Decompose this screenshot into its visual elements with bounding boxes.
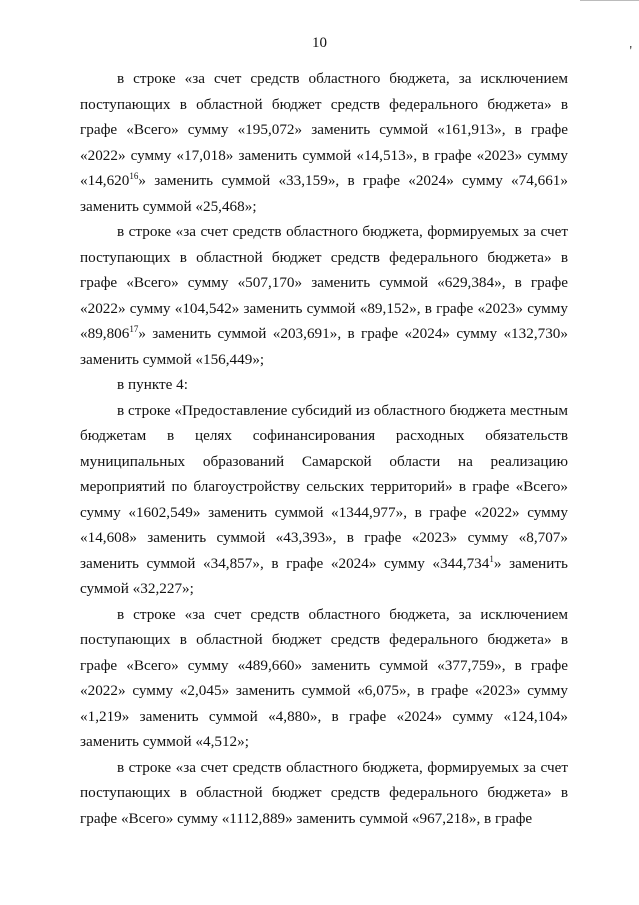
amendment-paragraph <box>80 398 568 602</box>
amendment-paragraph <box>80 602 568 755</box>
amendment-paragraph <box>80 219 568 372</box>
amendment-paragraph <box>80 66 568 219</box>
paragraph-text: в пункте 4: <box>117 376 188 393</box>
paragraph-text: » заменить суммой «203,691», в графе «2024» сумму «132,730» заменить суммой «156,449»; <box>80 325 568 368</box>
document-body <box>80 66 568 831</box>
footnote-reference: 16 <box>129 171 139 181</box>
paragraph-text: » заменить суммой «33,159», в графе «2024» сумму «74,661» заменить суммой «25,468»; <box>80 172 568 215</box>
scan-corner-mark: ' <box>629 44 632 59</box>
paragraph-text: в строке «за счет средств областного бюджета, формируемых за счет поступающих в областной бюджет средств федерального бюджета» в графе «Всего» сумму «1112,889» заменить суммой «967,218», в графе <box>80 758 568 827</box>
paragraph-text: » заменить суммой «32,227»; <box>80 554 568 597</box>
amendment-paragraph <box>80 372 568 398</box>
paragraph-text: в строке «за счет средств областного бюджета, за исключением поступающих в областной бюджет средств федерального бюджета» в графе «Всего» сумму «195,072» заменить суммой «161,913», в графе «2022» сумму «17,018» заменить суммой «14,513», в графе «2023» сумму «14,620 <box>80 70 568 189</box>
page-number: 10 <box>312 35 327 51</box>
paragraph-text: в строке «за счет средств областного бюджета, формируемых за счет поступающих в областной бюджет средств федерального бюджета» в графе «Всего» сумму «507,170» заменить суммой «629,384», в графе «2022» сумму «104,542» заменить суммой «89,152», в графе «2023» сумму «89,806 <box>80 223 568 342</box>
paragraph-text: в строке «за счет средств областного бюджета, за исключением поступающих в областной бюджет средств федерального бюджета» в графе «Всего» сумму «489,660» заменить суммой «377,759», в графе «2022» сумму «2,045» заменить суммой «6,075», в графе «2023» сумму «1,219» заменить суммой «4,880», в графе «2024» сумму «124,104» заменить суммой «4,512»; <box>80 605 568 750</box>
footnote-reference: 17 <box>129 324 139 334</box>
amendment-paragraph <box>80 755 568 832</box>
footnote-reference: 1 <box>489 553 494 564</box>
scan-edge-line <box>580 0 639 1</box>
paragraph-text: в строке «Предоставление субсидий из областного бюджета местным бюджетам в целях софинансирования расходных обязательств муниципальных образований Самарской области на реализацию мероприятий по благоустройству сельских территорий» в графе «Всего» сумму «1602,549» заменить суммой «1344,977», в графе «2022» сумму «14,608» заменить суммой «43,393», в графе «2023» сумму «8,707» заменить суммой «34,857», в графе «2024» сумму «344,734 <box>80 401 568 572</box>
